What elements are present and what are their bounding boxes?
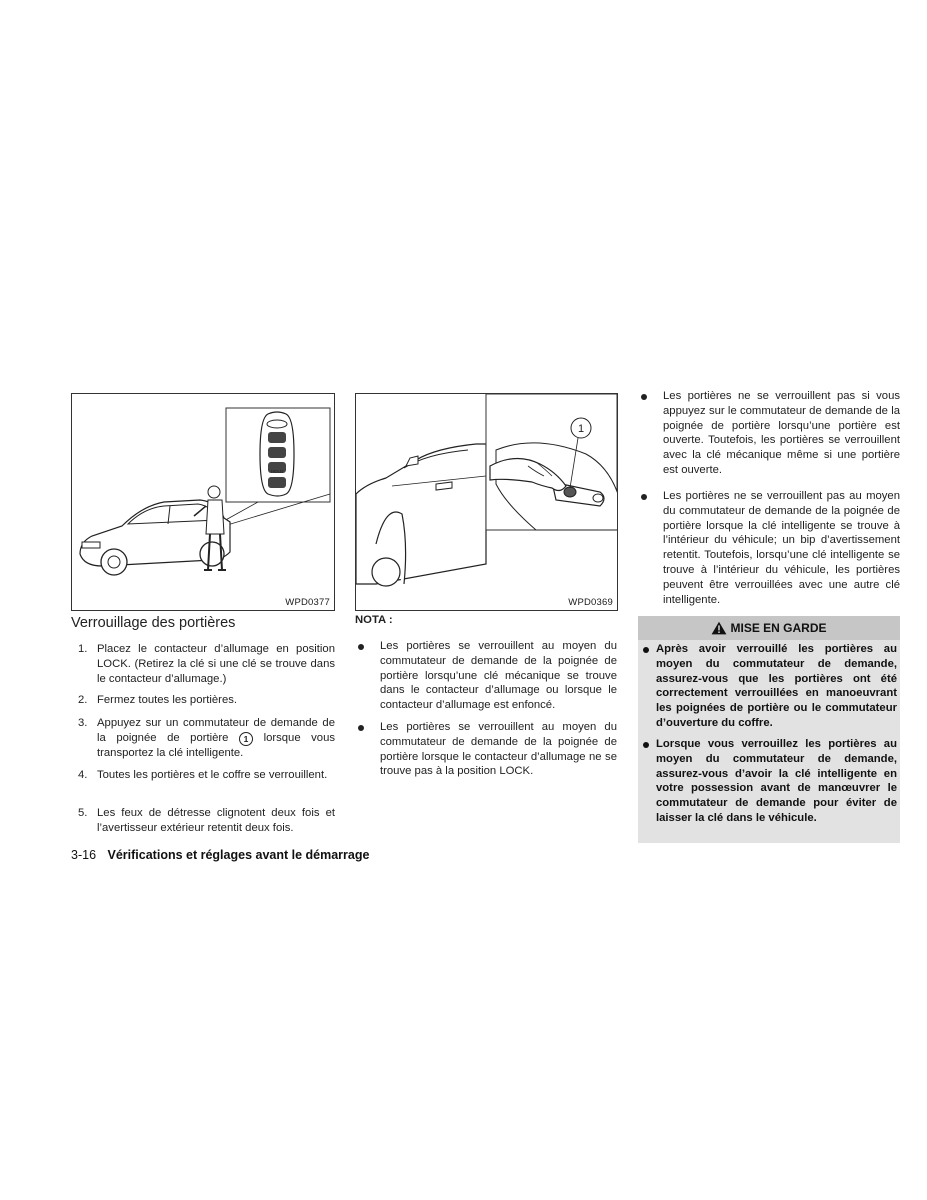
bullet-dot bbox=[643, 742, 649, 748]
callout-number: 1 bbox=[577, 423, 585, 435]
bullet-dot bbox=[643, 647, 649, 653]
right-bullet-2 bbox=[663, 489, 900, 607]
step-text: Fermez toutes les portières. bbox=[97, 694, 238, 706]
step-number: 5. bbox=[78, 807, 88, 819]
step-text: Placez le contacteur d’allumage en position LOCK. (Retirez la clé si une clé se trouve dans le contacteur d’allumage.) bbox=[97, 643, 335, 685]
illustration-car-person-fob bbox=[72, 394, 334, 610]
fob-hold-text: HOLD bbox=[270, 469, 284, 474]
circled-number-1: 1 bbox=[239, 732, 253, 746]
page-footer bbox=[71, 848, 369, 862]
step-text-after: lorsque vous transportez la clé intelligente. bbox=[97, 731, 336, 759]
step-text: Toutes les portières et le coffre se verrouillent. bbox=[97, 769, 328, 781]
chapter-title: Vérifications et réglages avant le démarrage bbox=[107, 848, 370, 862]
right-bullet-1 bbox=[663, 389, 900, 478]
bullet-text: Lorsque vous verrouillez les portières au moyen du commutateur de demande, assurez-vous d’avoir la clé intelligente en votre possession avant de manœuvrer le commutateur de demande pour éviter de laisser la clé dans le véhicule. bbox=[656, 738, 897, 824]
step-4 bbox=[78, 768, 335, 783]
bullet-text: Les portières se verrouillent au moyen du commutateur de demande de la poignée de portière lorsqu’une clé mécanique se trouve dans le contacteur d’allumage ou lorsque le contacteur d’allumage est enfoncé. bbox=[380, 640, 617, 712]
figure-code-right: WPD0369 bbox=[568, 597, 613, 608]
caution-bullet-2 bbox=[656, 737, 897, 826]
caution-header bbox=[638, 616, 900, 640]
caution-title: MISE EN GARDE bbox=[730, 621, 827, 635]
bullet-text: Après avoir verrouillé les portières au moyen du commutateur de demande, assurez-vous que les portières ont été correctement verrouillées en manoeuvrant les poignées de portière ou le commutateur d’ouverture du coffre. bbox=[656, 643, 897, 729]
section-title: Verrouillage des portières bbox=[71, 615, 236, 631]
bullet-dot bbox=[358, 725, 364, 731]
step-number: 3. bbox=[78, 717, 88, 729]
nota-label: NOTA : bbox=[355, 614, 393, 626]
step-5 bbox=[78, 806, 335, 836]
illustration-door-handle bbox=[356, 394, 617, 610]
step-number: 1. bbox=[78, 643, 88, 655]
bullet-text: Les portières ne se verrouillent pas si vous appuyez sur le commutateur de demande de la poignée de portière lorsqu’une portière est ouverte. Toutefois, les portières se verrouillent avec la clé mécanique même si une portière est ouverte. bbox=[663, 390, 900, 476]
warning-triangle-icon bbox=[711, 621, 727, 635]
figure-locking-with-key-fob bbox=[71, 393, 335, 611]
step-text: Les feux de détresse clignotent deux fois et l’avertisseur extérieur retentit deux fois. bbox=[97, 807, 335, 834]
bullet-dot bbox=[641, 394, 647, 400]
figure-code-left: WPD0377 bbox=[285, 597, 330, 608]
page-number: 3-16 bbox=[71, 848, 97, 862]
bullet-dot bbox=[641, 494, 647, 500]
caution-bullet-1 bbox=[656, 642, 897, 731]
bullet-dot bbox=[358, 644, 364, 650]
step-text-before: Appuyez sur un commutateur de demande de la poignée de portière bbox=[97, 717, 335, 744]
nota-bullet-1 bbox=[380, 639, 617, 713]
bullet-text: Les portières se verrouillent au moyen du commutateur de demande de la poignée de portière lorsque le contacteur d’allumage ne se trouve pas à la position LOCK. bbox=[380, 721, 617, 778]
step-3 bbox=[78, 716, 336, 761]
nota-bullet-2 bbox=[380, 720, 617, 779]
step-2 bbox=[78, 693, 335, 708]
step-number: 2. bbox=[78, 694, 88, 706]
bullet-text: Les portières ne se verrouillent pas au moyen du commutateur de demande de la poignée de portière lorsque la clé intelligente se trouve à l’intérieur du véhicule; un bip d’avertissement retentit. Toutefois, lorsqu’une clé intelligente se trouve à l’intérieur du véhicule, les portières peuvent être verrouillées avec une autre clé intelligente. bbox=[663, 490, 900, 606]
step-number: 4. bbox=[78, 769, 88, 781]
figure-door-handle-request-switch bbox=[355, 393, 618, 611]
step-1 bbox=[78, 642, 335, 686]
